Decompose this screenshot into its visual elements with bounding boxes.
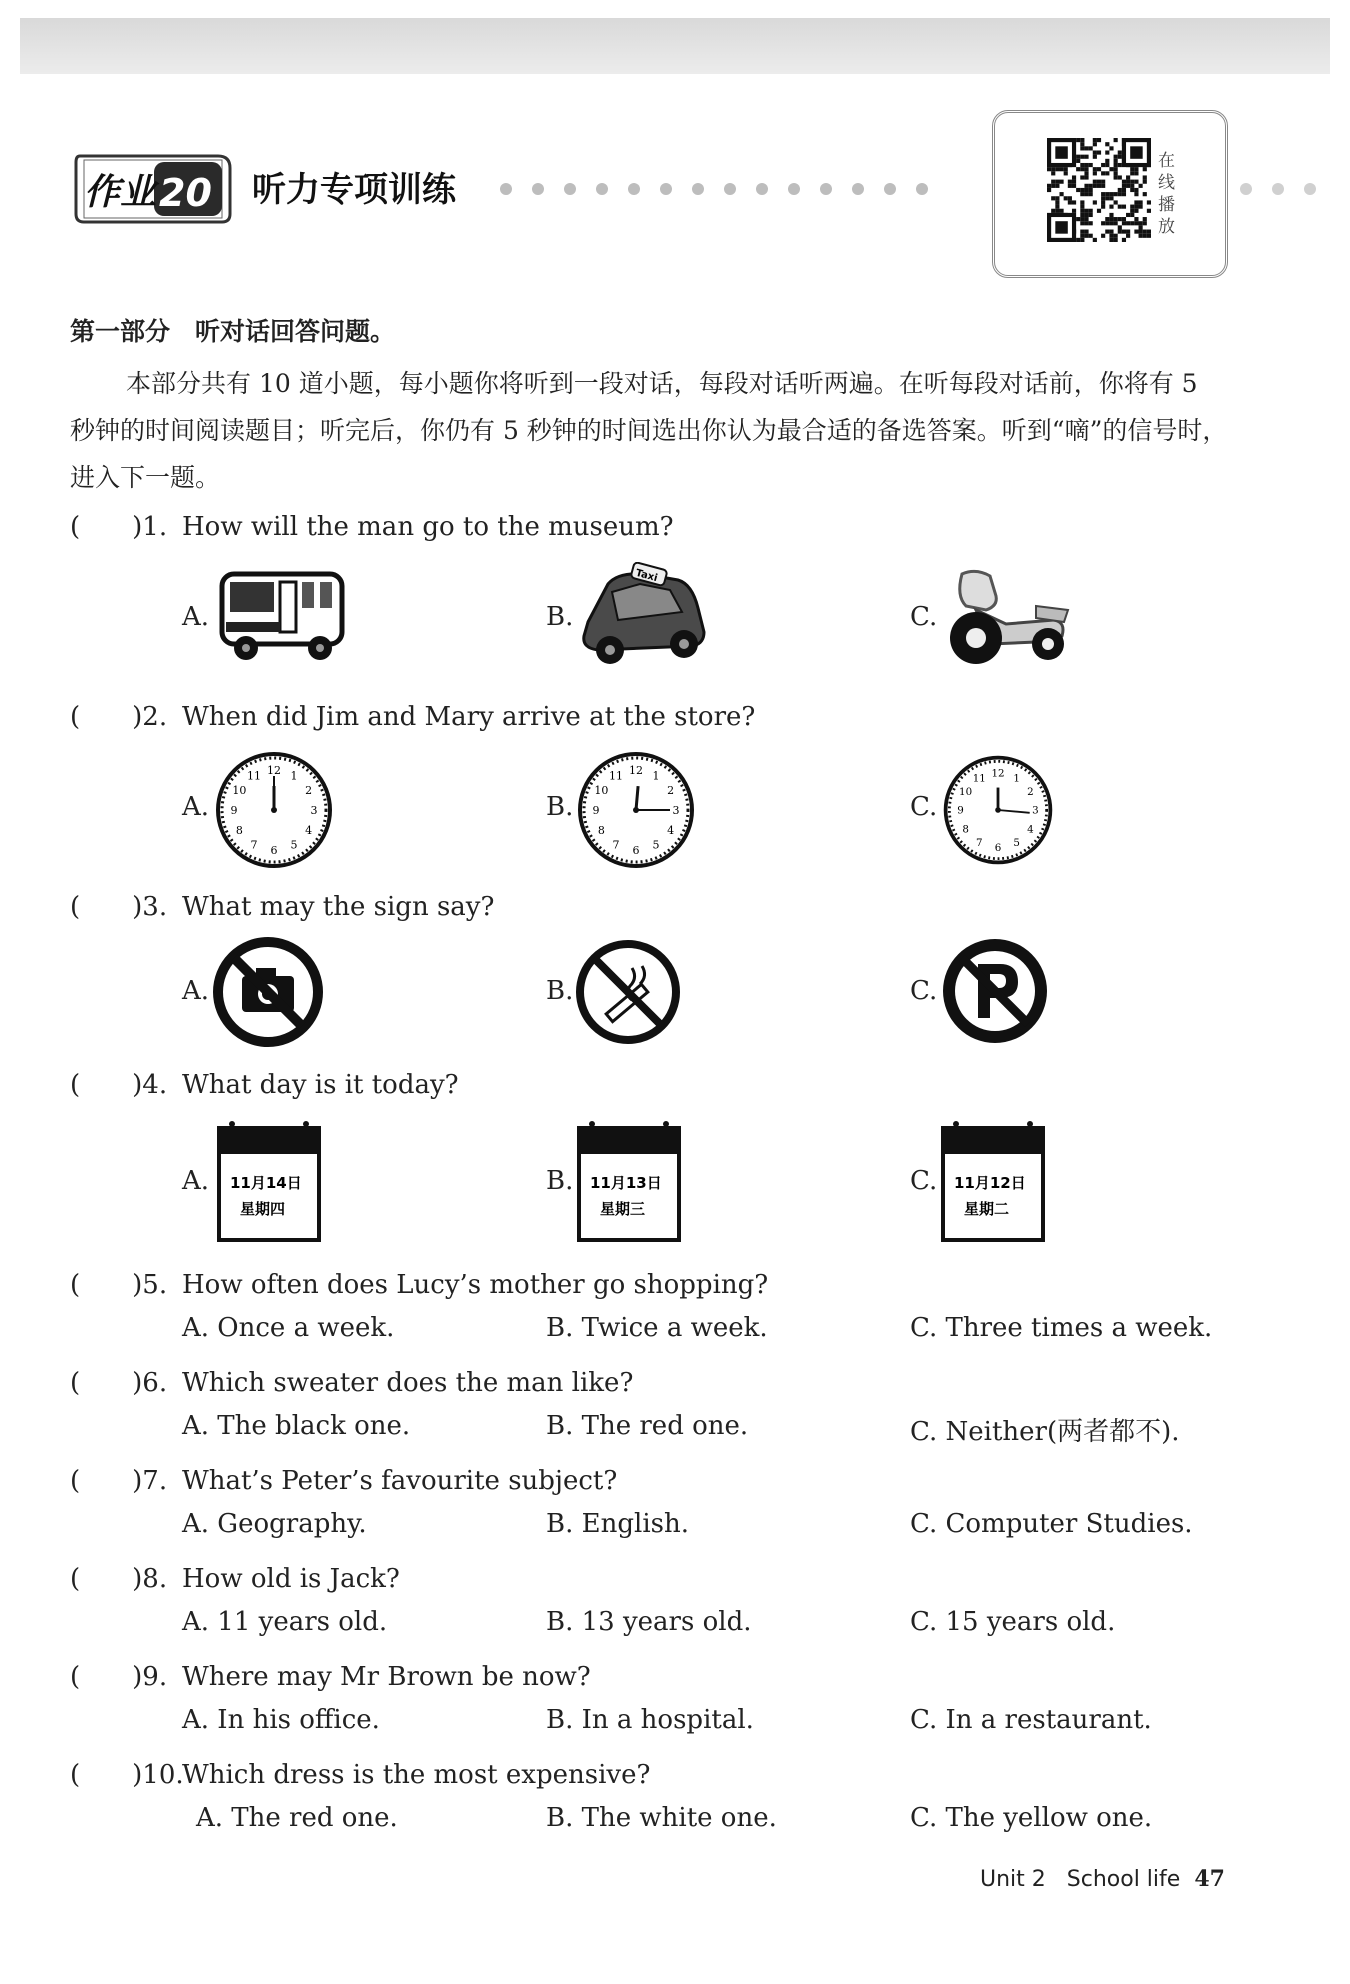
option-b-label: B. (546, 1166, 574, 1196)
clock-number: 11 (247, 769, 261, 783)
clock-number: 7 (250, 838, 258, 852)
option-c[interactable]: C. The yellow one. (910, 1803, 1153, 1833)
option-a-label: A. (182, 792, 210, 822)
option-c-label: C. (910, 976, 938, 1006)
option-a-label: A. (182, 602, 210, 632)
calendar-weekday: 星期二 (964, 1200, 1010, 1218)
hour-hand (636, 786, 638, 810)
clock-number: 1 (290, 769, 298, 783)
option-c-label: C. (910, 602, 938, 632)
option-b-label: B. (546, 602, 574, 632)
option-c[interactable]: C. Three times a week. (910, 1313, 1213, 1343)
clock-number: 11 (972, 772, 986, 785)
clock-number: 6 (632, 844, 640, 857)
clock-number: 12 (991, 767, 1005, 780)
title-dots (500, 183, 928, 195)
option-a[interactable]: A. Geography. (182, 1509, 367, 1539)
question-6: ( )6. Which sweater does the man like? (70, 1362, 633, 1399)
option-a[interactable]: A. The red one. (196, 1803, 398, 1833)
clock-number: 7 (976, 837, 983, 850)
calendar-date: 11月14日 (230, 1174, 302, 1192)
option-c-label: C. (910, 792, 938, 822)
clock-number: 12 (629, 764, 643, 777)
bus-icon[interactable] (216, 568, 350, 664)
calendar-date: 11月12日 (954, 1174, 1026, 1192)
answer-blank: ( )6. (70, 1368, 168, 1398)
clock-number: 5 (652, 838, 660, 852)
title-dots-right (1240, 183, 1316, 195)
calendar-weekday: 星期三 (600, 1200, 646, 1218)
taxi-icon[interactable] (574, 562, 712, 672)
answer-blank: ( )10. (70, 1760, 184, 1790)
question-9: ( )9. Where may Mr Brown be now? (70, 1656, 591, 1693)
clock-number: 9 (957, 804, 964, 817)
clock-number: 10 (594, 784, 609, 797)
option-b[interactable]: B. The red one. (546, 1411, 749, 1441)
answer-blank: ( )4. (70, 1070, 168, 1100)
section-instructions: 本部分共有 10 道小题，每小题你将听到一段对话，每段对话听两遍。在听每段对话前，你将有 5 秒钟的时间阅读题目；听完后，你仍有 5 秒钟的时间选出你认为最合适的备选答案。听到“嘀”的信号时，进入下一题。 (70, 369, 1228, 492)
clock-number: 10 (959, 786, 973, 799)
option-c-label: C. (910, 1166, 938, 1196)
clock-number: 2 (1027, 786, 1034, 799)
clock-b-icon[interactable] (574, 748, 698, 872)
option-b[interactable]: B. In a hospital. (546, 1705, 754, 1735)
question-1: ( )1. How will the man go to the museum? (70, 506, 674, 543)
option-b-label: B. (546, 792, 574, 822)
answer-blank: ( )1. (70, 512, 168, 542)
calendar-icon[interactable] (940, 1118, 1046, 1244)
option-b-label: B. (546, 976, 574, 1006)
homework-badge (72, 148, 234, 228)
footer-unit: Unit 2 (980, 1867, 1046, 1892)
option-a[interactable]: A. 11 years old. (182, 1607, 388, 1637)
clock-number: 6 (994, 842, 1002, 855)
clock-number: 1 (1013, 772, 1020, 785)
answer-blank: ( )5. (70, 1270, 168, 1300)
answer-blank: ( )8. (70, 1564, 168, 1594)
clock-number: 5 (1013, 837, 1020, 850)
clock-c-icon[interactable] (940, 752, 1056, 868)
badge-label: 作业 (84, 172, 157, 213)
clock-number: 7 (612, 838, 620, 852)
option-b[interactable]: B. English. (546, 1509, 689, 1539)
question-10: ( )10.Which dress is the most expensive? (70, 1754, 650, 1791)
question-8: ( )8. How old is Jack? (70, 1558, 400, 1595)
footer-topic: School life (1066, 1867, 1181, 1892)
option-a-label: A. (182, 976, 210, 1006)
page-footer (980, 1866, 1225, 1892)
clock-number: 8 (235, 824, 243, 837)
no-photo-icon[interactable] (212, 936, 324, 1048)
section-heading: 第一部分 听对话回答问题。 (70, 317, 396, 346)
clock-number: 5 (290, 838, 298, 852)
no-parking-icon[interactable] (940, 936, 1050, 1046)
clock-number: 6 (270, 844, 278, 857)
clock-number: 8 (962, 823, 969, 836)
question-7: ( )7. What’s Peter’s favourite subject? (70, 1460, 617, 1497)
question-4: ( )4. What day is it today? (70, 1064, 459, 1101)
clock-number: 10 (232, 784, 247, 797)
clock-a-icon[interactable] (212, 748, 336, 872)
option-c[interactable]: C. Neither(两者都不). (910, 1417, 1180, 1447)
badge-number: 20 (159, 171, 212, 215)
clock-number: 1 (652, 769, 660, 783)
clock-number: 12 (267, 764, 281, 777)
option-a[interactable]: A. In his office. (182, 1705, 380, 1735)
top-scan-band (20, 18, 1330, 74)
clock-number: 4 (305, 824, 313, 837)
calendar-icon[interactable] (216, 1118, 322, 1244)
option-a[interactable]: A. Once a week. (182, 1313, 395, 1343)
page-number: 47 (1194, 1866, 1225, 1892)
page-title: 听力专项训练 (252, 170, 456, 210)
calendar-date: 11月13日 (590, 1174, 662, 1192)
answer-blank: ( )2. (70, 702, 168, 732)
option-a[interactable]: A. The black one. (182, 1411, 411, 1441)
qr-code-icon[interactable] (1046, 138, 1152, 242)
option-b[interactable]: B. 13 years old. (546, 1607, 752, 1637)
motorbike-icon[interactable] (936, 566, 1076, 670)
calendar-icon[interactable] (576, 1118, 682, 1244)
answer-blank: ( )9. (70, 1662, 168, 1692)
option-a-label: A. (182, 1166, 210, 1196)
answer-blank: ( )3. (70, 892, 168, 922)
no-smoking-icon[interactable] (574, 938, 682, 1046)
option-b[interactable]: B. Twice a week. (546, 1313, 768, 1343)
clock-number: 2 (305, 784, 313, 797)
calendar-weekday: 星期四 (240, 1200, 286, 1218)
taxi-sign-text: Taxi (634, 567, 659, 585)
option-c[interactable]: C. 15 years old. (910, 1607, 1116, 1637)
question-5: ( )5. How often does Lucy’s mother go shopping? (70, 1264, 768, 1301)
clock-number: 2 (667, 784, 675, 797)
clock-number: 3 (310, 804, 318, 817)
clock-number: 9 (230, 804, 238, 817)
qr-caption: 在线播放 (1158, 151, 1175, 237)
clock-number: 11 (609, 769, 623, 783)
clock-number: 4 (1027, 823, 1034, 836)
clock-number: 3 (672, 804, 680, 817)
option-c[interactable]: C. In a restaurant. (910, 1705, 1152, 1735)
option-b[interactable]: B. The white one. (546, 1803, 777, 1833)
clock-number: 8 (597, 824, 605, 837)
clock-number: 3 (1032, 804, 1039, 817)
clock-number: 9 (592, 804, 600, 817)
question-2: ( )2. When did Jim and Mary arrive at the store? (70, 696, 755, 733)
clock-number: 4 (667, 824, 675, 837)
question-3: ( )3. What may the sign say? (70, 886, 494, 923)
option-c[interactable]: C. Computer Studies. (910, 1509, 1193, 1539)
answer-blank: ( )7. (70, 1466, 168, 1496)
